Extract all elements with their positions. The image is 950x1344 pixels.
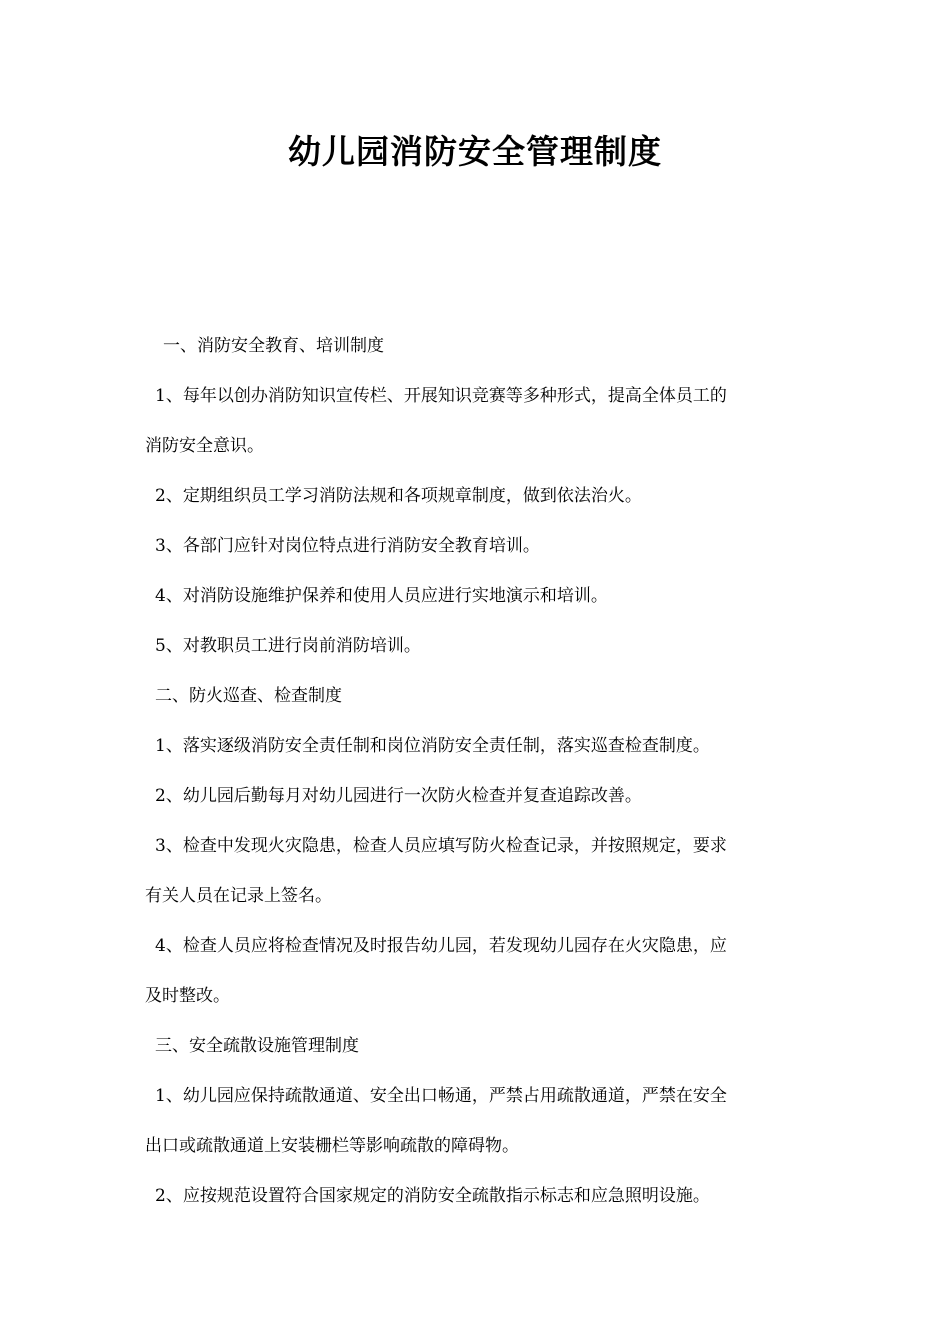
paragraph-line: 有关人员在记录上签名。 [145, 886, 332, 906]
paragraph-line: 2、定期组织员工学习消防法规和各项规章制度，做到依法治火。 [155, 486, 642, 506]
section-heading: 三、安全疏散设施管理制度 [155, 1036, 359, 1056]
paragraph-line: 3、各部门应针对岗位特点进行消防安全教育培训。 [155, 536, 540, 556]
paragraph-line: 5、对教职员工进行岗前消防培训。 [155, 636, 421, 656]
section-heading: 二、防火巡查、检查制度 [155, 686, 342, 706]
paragraph-line: 出口或疏散通道上安装栅栏等影响疏散的障碍物。 [145, 1136, 519, 1156]
paragraph-line: 2、幼儿园后勤每月对幼儿园进行一次防火检查并复查追踪改善。 [155, 786, 642, 806]
paragraph-line: 及时整改。 [145, 986, 230, 1006]
paragraph-line: 3、检查中发现火灾隐患，检查人员应填写防火检查记录，并按照规定，要求 [155, 836, 727, 856]
paragraph-line: 1、落实逐级消防安全责任制和岗位消防安全责任制，落实巡查检查制度。 [155, 736, 710, 756]
paragraph-line: 消防安全意识。 [145, 436, 264, 456]
section-heading: 一、消防安全教育、培训制度 [163, 336, 384, 356]
paragraph-line: 2、应按规范设置符合国家规定的消防安全疏散指示标志和应急照明设施。 [155, 1186, 710, 1206]
document-title: 幼儿园消防安全管理制度 [288, 132, 662, 171]
paragraph-line: 4、对消防设施维护保养和使用人员应进行实地演示和培训。 [155, 586, 608, 606]
document-body [145, 321, 810, 1221]
paragraph-line: 4、检查人员应将检查情况及时报告幼儿园，若发现幼儿园存在火灾隐患，应 [155, 936, 727, 956]
paragraph-line: 1、每年以创办消防知识宣传栏、开展知识竞赛等多种形式，提高全体员工的 [155, 386, 727, 406]
paragraph-line: 1、幼儿园应保持疏散通道、安全出口畅通，严禁占用疏散通道，严禁在安全 [155, 1086, 727, 1106]
